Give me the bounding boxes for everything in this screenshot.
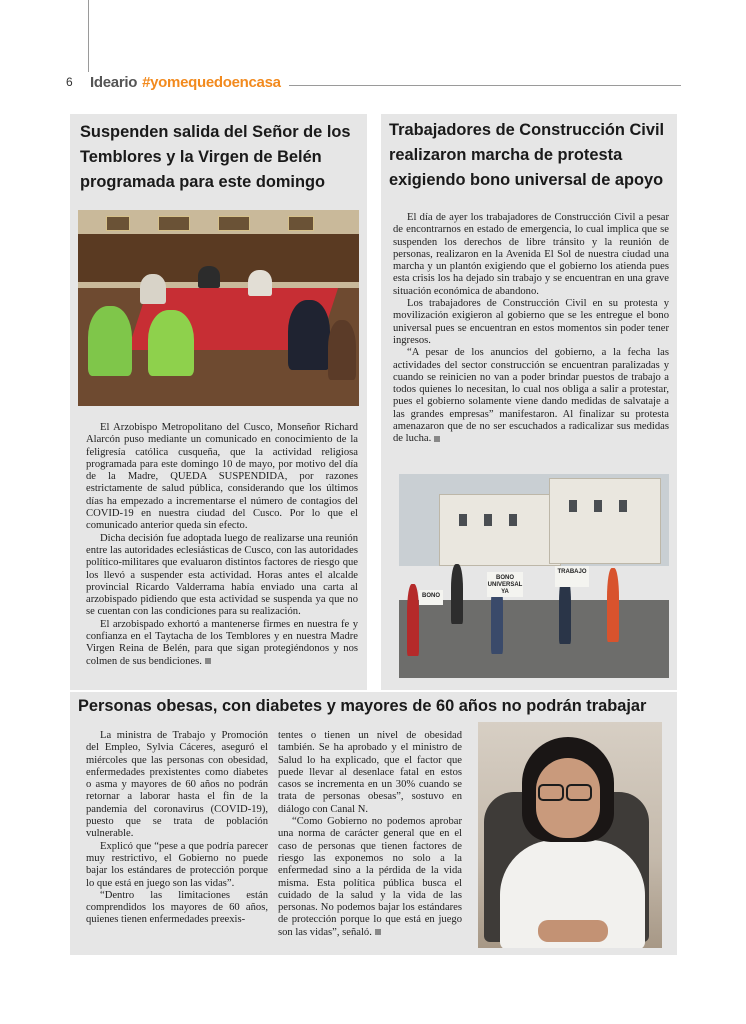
article-headline: Personas obesas, con diabetes y mayores de 60 años no podrán trabajar — [78, 697, 647, 715]
paragraph: Dicha decisión fue adoptada luego de realizarse una reunión entre las autoridades eclesiásticas de Cusco, con las autoridades político-militares que evaluaron distintos factores de riesgo que los llevó a suspender esta actividad. Horas antes el alcalde provincial Ricardo Valderrama había enviado una carta al arzobispado pidiendo que esta actividad se suspenda ya que no se cuentan con las condiciones para su realización. — [86, 532, 358, 618]
article-headline: Suspenden salida del Señor de los Temblores y la Virgen de Belén programada para este domingo — [80, 123, 351, 191]
paragraph: Explicó que “pese a que podría parecer muy restrictivo, el Gobierno no puede bajar los estándares de protección porque lo que está en juego son las vidas”. — [86, 840, 268, 889]
page-number: 6 — [66, 75, 73, 89]
header-rule — [289, 85, 681, 86]
end-mark — [434, 436, 440, 442]
end-mark — [205, 658, 211, 664]
paragraph — [86, 619, 358, 668]
paragraph: tentes o tienen un nivel de obesidad también. Se ha aprobado y el ministro de Salud lo ha explicado, que el factor que puede llevar al desenlace fatal en estos casos se incrementa en un 30% cuando se trata de personas obesas”, sostuvo en diálogo con Canal N. — [278, 730, 462, 815]
paragraph — [393, 347, 669, 445]
protest-sign: BONO UNIVERSAL YA — [487, 572, 523, 597]
paragraph: “Dentro las limitaciones están comprendidos los mayores de 60 años, quienes tienen enfermedades preexis- — [86, 889, 268, 926]
meeting-photo — [78, 210, 359, 406]
protest-sign: BONO — [419, 590, 443, 605]
paragraph: El día de ayer los trabajadores de Construcción Civil a pesar de encontrarnos en estado de emergencia, lo cual implica que se suspenden los derechos de libre tránsito y la reunión de personas, realizaron en la Avenida El Sol de nuestra ciudad una marcha y un plantón exigiendo que el gobierno los atienda pues esta crisis los ha dejado sin trabajo y se encuentran en una grave situación económica de abandono. — [393, 212, 669, 297]
paragraph: El Arzobispo Metropolitano del Cusco, Monseñor Richard Alarcón puso mediante un comunicado en conocimiento de la feligresía católica cusqueña, que la actividad religiosa programada para este domingo 10 de mayo, por motivo del día de la Madre, QUEDA SUSPENDIDA, por razones estrictamente de salud pública, considerando que los últimos días ha empezado a incrementarse el número de contagios del COVID-19 en nuestra ciudad del Cusco. Por lo que el comunicado anterior queda sin efecto. — [86, 422, 358, 532]
paragraph — [278, 816, 462, 939]
paragraph: La ministra de Trabajo y Promoción del Empleo, Sylvia Cáceres, aseguró el miércoles que las personas con obesidad, enfermedades prexistentes como diabetes o asma y mayores de 60 años no podrán retornar a laborar hasta el fin de la pandemia del coronavirus (COVID-19), puesto que se trata de población vulnerable. — [86, 730, 268, 840]
paragraph-text: “Como Gobierno no podemos aprobar una norma de carácter general que en el caso de personas que tienen factores de riesgo las exponemos no solo a la enfermedad sino a la pérdida de la vida misma. Esta política pública busca el cuidado de la salud y la vida de las personas. No podemos bajar los estándares de protección porque lo que está en juego son las vidas”, señaló. — [278, 816, 462, 938]
article-protest — [381, 114, 677, 690]
protest-photo — [399, 474, 669, 678]
article-procession — [70, 114, 367, 690]
paragraph: Los trabajadores de Construcción Civil en su protesta y movilización exigieron al gobierno que se les entregue el bono universal pues se encuentran en estos momentos sin poder tener ingresos. — [393, 298, 669, 346]
paragraph-text: El arzobispado exhortó a mantenerse firmes en nuestra fe y confianza en el Taytacha de los Temblores y en nuestra Madre Virgen Reina de Belén, para que sigan protegiéndonos y nos colmen de sus bendiciones. — [86, 618, 358, 667]
article-headline: Trabajadores de Construcción Civil realizaron marcha de protesta exigiendo bono universal de apoyo — [389, 121, 665, 189]
minister-portrait-photo — [478, 722, 662, 948]
article-column-2 — [278, 730, 462, 939]
brand-logo: Ideario — [90, 73, 138, 91]
vertical-rule — [88, 0, 89, 72]
hashtag: #yomequedoencasa — [142, 73, 281, 91]
page-header — [66, 70, 681, 94]
article-body — [393, 212, 669, 446]
paragraph-text: “A pesar de los anuncios del gobierno, a la fecha las actividades del sector construcción se encuentran paralizadas y cuando se reinicien no van a poder brindar puestos de trabajo a todos quienes lo necesitan, lo cual nos obliga a salir a protestar, pues el gobierno solamente viene dando medidas de salvataje a las grandes empresas” manifestaron. Al finalizar su protesta amenazaron que de no ser escuchados a radicalizar sus medidas de lucha. — [393, 347, 669, 445]
protest-sign: TRABAJO — [555, 566, 589, 587]
article-column-1 — [86, 730, 268, 927]
end-mark — [375, 929, 381, 935]
article-vulnerable-workers — [70, 692, 677, 955]
article-body — [86, 422, 358, 668]
